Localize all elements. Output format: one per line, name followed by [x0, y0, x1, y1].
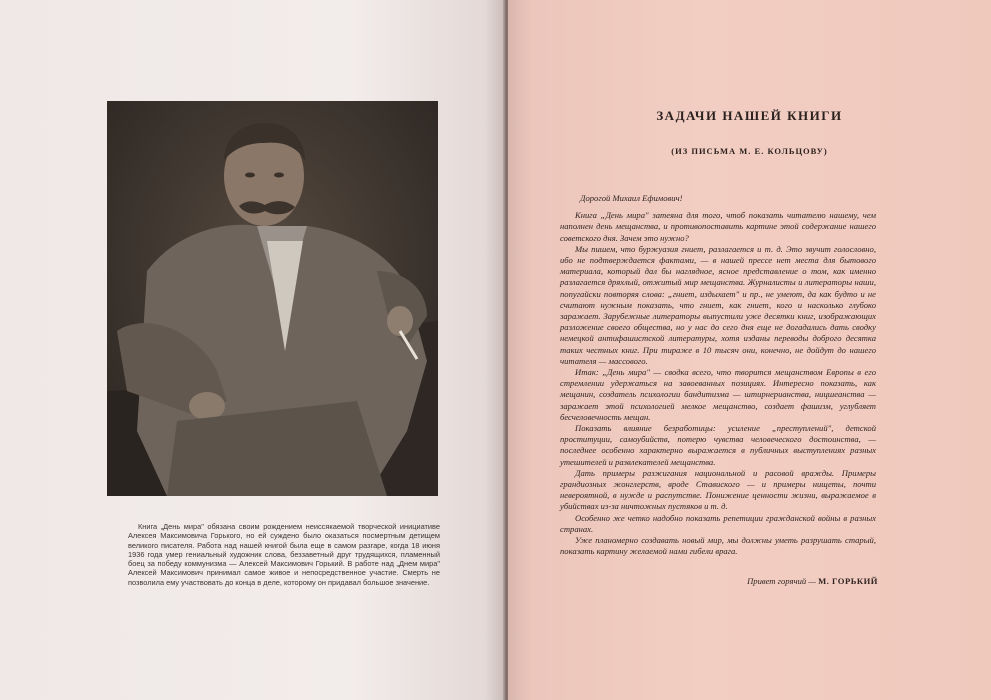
- signature-prefix: Привет горячий —: [747, 576, 819, 586]
- letter-paragraph: Показать влияние безработицы: усиление „преступлений", детской проституции, самоубийств, потерю чувства человеческого достоинства, — последнее особенно характерно выражается в публичных выступлениях разных утешителей и развлекателей мещанства.: [560, 423, 876, 467]
- letter-paragraph: Итак: „День мира" — сводка всего, что творится мещанством Европы в его стремлении удержаться на завоеванных позициях. Интересно показать, как мещанин, создатель психологии бандитизма — штирнерианства, ницшеанства — заражает этой психологией мелкое мещанство, создает фашизм, углубляет бесчеловечность мещан.: [560, 367, 876, 422]
- letter-body: [560, 193, 876, 558]
- letter-paragraph: Мы пишем, что буржуазия гниет, разлагается и т. д. Это звучит голословно, ибо не подтверждается фактами, — в нашей прессе нет места для бытового материала, который дал бы наглядное, ясное представление о том, как именно разлагается дряхлый, отжитый мир мещанства. Журналисты и литераторы наши, попугайски повторяя слова: „гниет, издыхает" и пр., не умеют, да как будто и не считают нужным показать, что гниет, как гниет, кого и насколько глубоко заражает. Зарубежные литераторы выпустили уже десятки книг, изображающих разложение своего общества, но у нас до сего дня еще не догадались дать сводку немецкой антифашистской литературы, хотя изданы переводы доброго десятка таких честных книг. При тираже в 10 тысяч они, конечно, не дойдут до нашего читателя — массового.: [560, 243, 876, 366]
- portrait-photo: [107, 101, 438, 496]
- letter-greeting: Дорогой Михаил Ефимович!: [580, 193, 683, 203]
- page-title: ЗАДАЧИ НАШЕЙ КНИГИ: [656, 108, 843, 123]
- portrait-illustration: [107, 101, 438, 496]
- letter-paragraph: Книга „День мира" затеяна для того, чтоб показать читателю нашему, чем наполнен день мещанства, и противопоставить картине этой содержание нашего советского дня. Зачем это нужно?: [560, 210, 876, 243]
- letter-paragraph: Уже планомерно создавать новый мир, мы должны уметь разрушать старый, показать картину желаемой нами гибели врага.: [560, 535, 876, 557]
- page-subtitle: (ИЗ ПИСЬМА М. Е. КОЛЬЦОВУ): [671, 146, 828, 156]
- letter-signature: [508, 576, 878, 586]
- letter-paragraph: Особенно же четко надобно показать репетиции гражданской войны в разных странах.: [560, 512, 876, 534]
- letter-paragraph: Дать примеры разжигания национальной и расовой вражды. Примеры грандиозных жонглерств, вроде Ставиского — и примеры нищеты, почти невероятной, в нужде и распутстве. Понижение ценности жизни, выражаемое в убийствах из-за ничтожных пустяков и т. д.: [560, 467, 876, 512]
- signature-name: М. ГОРЬКИЙ: [818, 576, 878, 586]
- photo-caption: Книга „День мира" обязана своим рождением неиссякаемой творческой инициативе Алексея Максимовича Горького, но ей суждено было оказаться посмертным детищем великого писателя. Работа над нашей книгой была еще в самом разгаре, когда 18 июня 1936 года умер гениальный художник слова, беззаветный друг трудящихся, пламенный боец за победу коммунизма — Алексей Максимович Горький. В работе над „Днем мира" Алексей Максимович принимал самое живое и непосредственное участие. Смерть не позволила ему участвовать до конца в деле, которому он придавал большое значение.: [128, 522, 440, 587]
